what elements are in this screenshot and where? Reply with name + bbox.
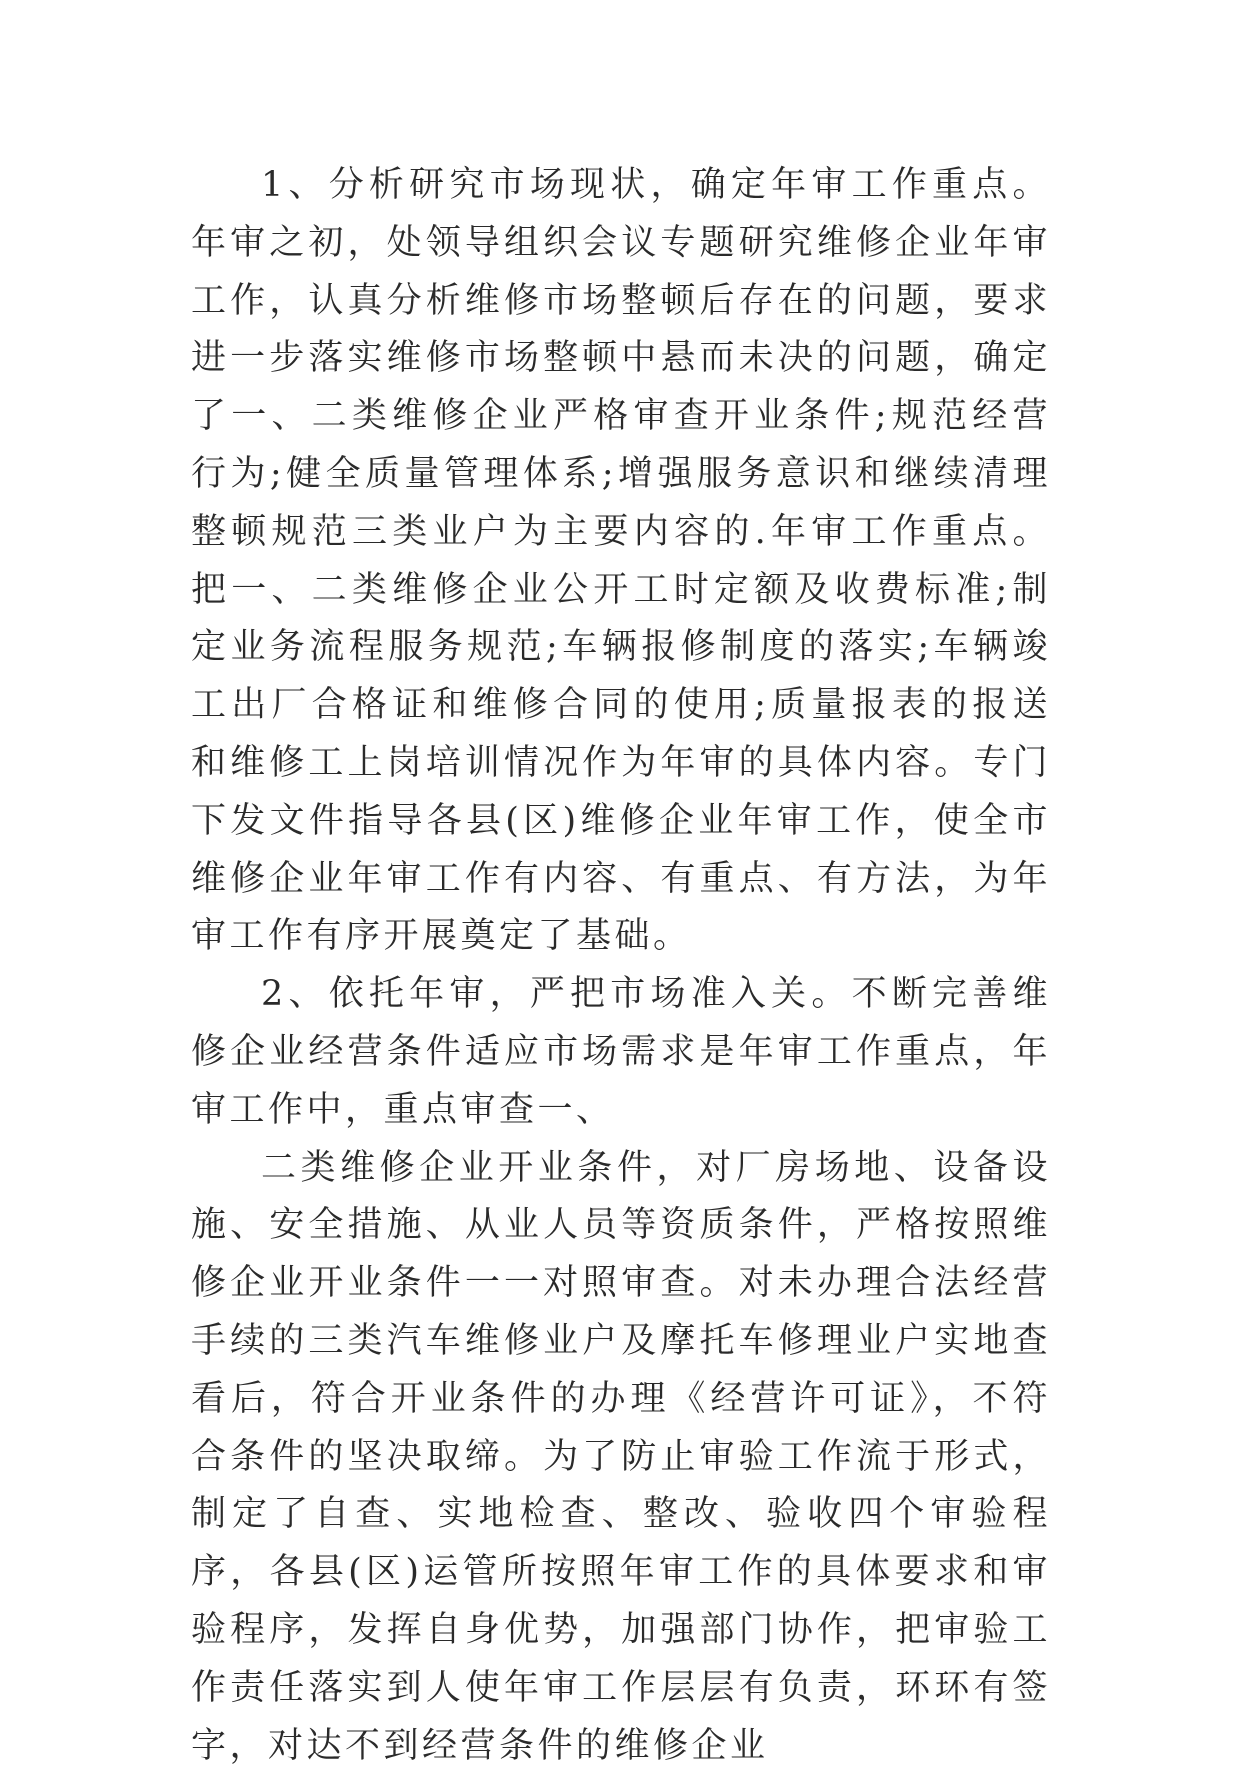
paragraph-3: 二类维修企业开业条件，对厂房场地、设备设施、安全措施、从业人员等资质条件，严格按照维修企业开业条件一一对照审查。对未办理合法经营手续的三类汽车维修业户及摩托车修理业户实地查看后，符合开业条件的办理《经营许可证》，不符合条件的坚决取缔。为了防止审验工作流于形式，制定了自查、实地检查、整改、验收四个审验程序，各县(区)运管所按照年审工作的具体要求和审验程序，发挥自身优势，加强部门协作，把审验工作责任落实到人使年审工作层层有负责，环环有签字，对达不到经营条件的维修企业 <box>191 1147 1051 1766</box>
paragraph-2: 2、依托年审，严把市场准入关。不断完善维修企业经营条件适应市场需求是年审工作重点，年审工作中，重点审查一、 <box>191 974 1051 1130</box>
paragraph-1: 1、分析研究市场现状，确定年审工作重点。年审之初，处领导组织会议专题研究维修企业年审工作，认真分析维修市场整顿后存在的问题，要求进一步落实维修市场整顿中悬而未决的问题，确定了一、二类维修企业严格审查开业条件;规范经营行为;健全质量管理体系;增强服务意识和继续清理整顿规范三类业户为主要内容的.年审工作重点。把一、二类维修企业公开工时定额及收费标准;制定业务流程服务规范;车辆报修制度的落实;车辆竣工出厂合格证和维修合同的使用;质量报表的报送和维修工上岗培训情况作为年审的具体内容。专门下发文件指导各县(区)维修企业年审工作，使全市维修企业年审工作有内容、有重点、有方法，为年审工作有序开展奠定了基础。 <box>191 165 1051 957</box>
document-body <box>191 157 1051 1775</box>
